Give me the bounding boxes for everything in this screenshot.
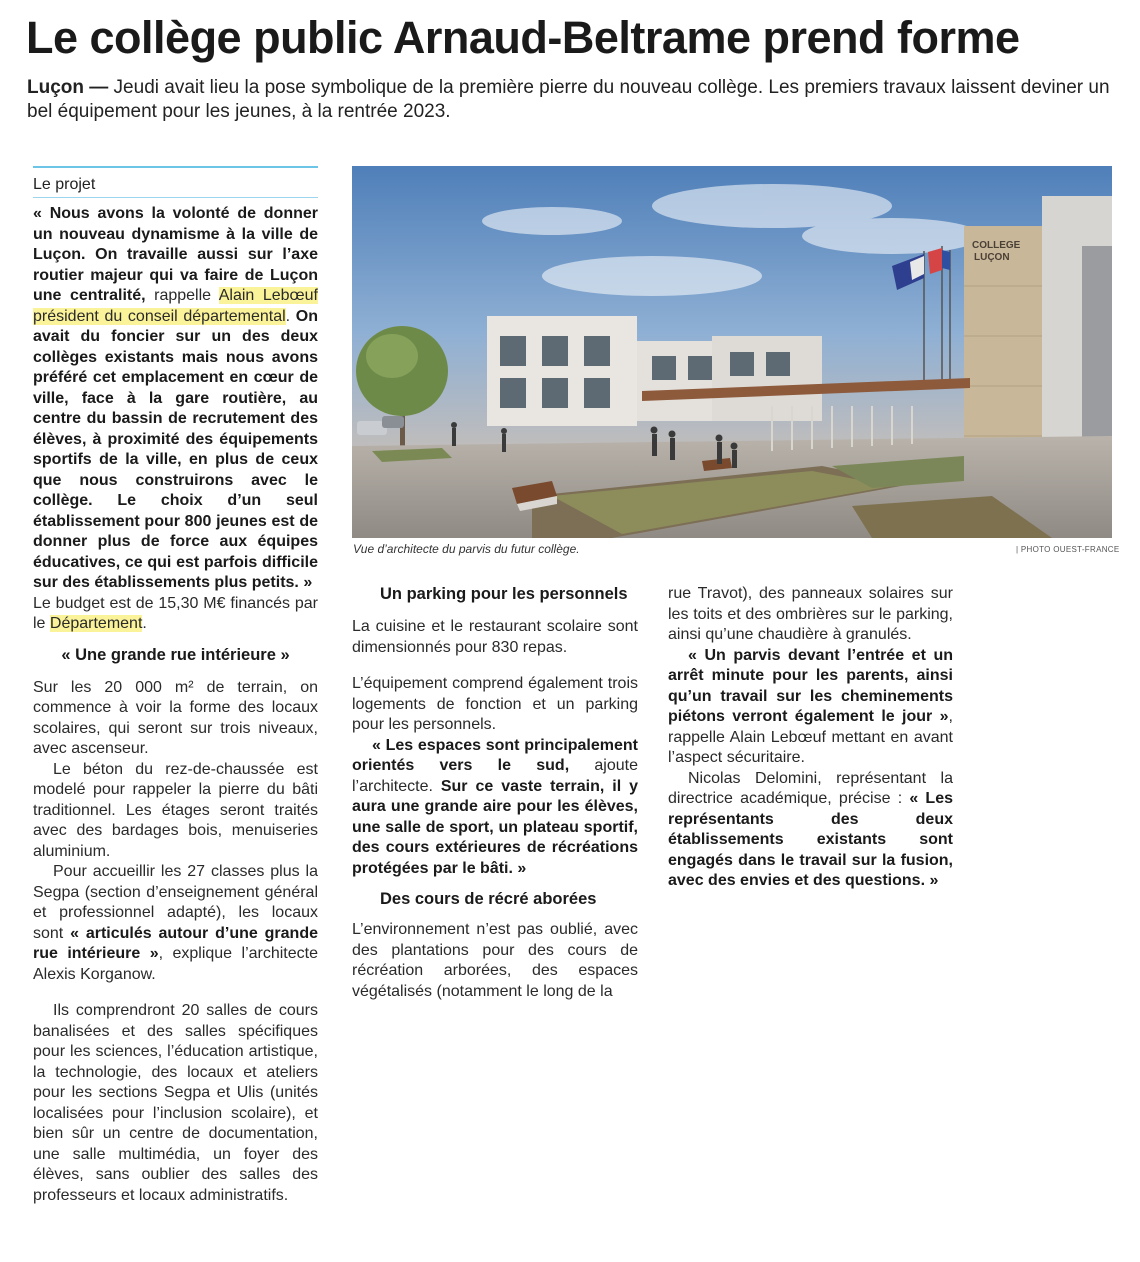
paragraph-beton: Le béton du rez-de-chaussée est modelé pour rappeler la pierre du bâti traditionnel. Les étages seront traités avec des bardages bois, menuiseries aluminium. [33,760,318,860]
delomini-quote: « Les représentants des deux établissements existants sont engagés dans le travail sur la fusion, avec des envies et des questions. » [668,790,953,889]
section-rubric: Le projet [33,166,318,198]
rendering-illustration [352,166,1112,538]
parvis-attribution: , rappelle Alain Lebœuf mettant en avant l’aspect sécuritaire. [668,708,953,766]
paragraph-cuisine: La cuisine et le restaurant scolaire sont dimensionnés pour 830 repas. [352,618,638,656]
quote-bold: « Nous avons la volonté de donner un nouveau dynamisme à la ville de Luçon. On travaille aussi sur l’axe routier majeur qui va faire de Luçon une centralité, [33,205,318,304]
wing-building [487,316,637,426]
classes-quote: « articulés autour d’une grande rue intérieure » [33,924,318,962]
photo-caption: Vue d’architecte du parvis du futur collège. [353,542,580,556]
highlighted-name: Alain Lebœuf président du conseil départemental [33,287,318,325]
espaces-quote: « Les espaces sont principalement orientés vers le sud, [352,736,638,774]
paragraph-terrain: Sur les 20 000 m² de terrain, on commence à voir la forme des locaux scolaires, qui seront sur trois niveaux, avec ascenseur. [33,678,318,757]
article-column-1 [33,166,318,1206]
budget-dot: . [142,615,147,632]
espaces-quote-continued: Sur ce vaste terrain, il y aura une grande aire pour les élèves, une salle de sport, un plateau sportif, des cours extérieures de récréations protégées par le bâti. » [352,777,638,877]
dateline-place: Luçon — [27,77,109,98]
quote-paragraph-1 [33,204,318,594]
quote-bold-continued: On avait du foncier sur un des deux collèges existants mais nous avons préféré cet emplacement en cœur de ville, face à la gare routière, au centre du bassin de recrutement des élèves, à proximité des équipements sportifs de la ville, en plus de ceux que nous construirons avec le collège. Le choix d’un seul établissement pour 800 jeunes est de donner plus de force aux équipes éducatives, ce qui est parfois difficile sur des établissements plus petits. » [33,307,318,591]
intertitle-rue-interieure: « Une grande rue intérieure » [61,645,290,664]
paragraph-classes [33,862,318,985]
delomini-text: Nicolas Delomini, représentant la directrice académique, précise : [668,769,953,807]
highlighted-departement: Département [49,615,143,632]
article-column-3 [668,584,953,892]
paragraph-parvis [668,646,953,769]
standfirst [27,76,1117,124]
quote-attribution: rappelle [145,287,219,304]
budget-paragraph [33,594,318,635]
sign-line-2: LUÇON [974,252,1010,263]
paragraph-espaces [352,736,638,880]
paragraph-environnement-cont: rue Travot), des panneaux solaires sur les toits et des ombrières sur le parking, ainsi qu’une chaudière à granulés. [668,585,953,643]
standfirst-text: Jeudi avait lieu la pose symbolique de la première pierre du nouveau collège. Les premiers travaux laissent deviner un bel équipement pour les jeunes, à la rentrée 2023. [27,77,1110,122]
quote-dot: . [285,307,291,325]
espaces-attribution: ajoute l’architecte. [352,757,638,795]
photo-credit: | PHOTO OUEST-FRANCE [1016,545,1120,554]
architect-rendering-photo [352,166,1112,538]
article-column-2 [352,584,638,1002]
classes-attribution: , explique l’architecte Alexis Korganow. [33,945,318,983]
paragraph-environnement: L’environnement n’est pas oublié, avec des plantations pour des cours de récréation arborées, des espaces végétalisés (notamment le long de la [352,921,638,1000]
budget-text: Le budget est de 15,30 M€ financés par le [33,594,318,632]
paragraph-salles: Ils comprendront 20 salles de cours banalisées et des salles spécifiques pour les sciences, l’éducation artistique, la technologie, des locaux et ateliers pour les sections Segpa et Ulis (unités localisées pour l’inclusion scolaire), et bien sûr un centre de documentation, une salle multimédia, un foyer des élèves, sans oublier des salles des professeurs et locaux administratifs. [33,1002,318,1204]
headline: Le collège public Arnaud-Beltrame prend forme [26,12,1020,63]
paragraph-equipement: L’équipement comprend également trois logements de fonction et un parking pour les personnels. [352,675,638,733]
parvis-quote: « Un parvis devant l’entrée et un arrêt minute pour les parents, ainsi qu’un travail sur les cheminements piétons verront également le jour » [668,646,953,725]
intertitle-cours: Des cours de récré aborées [380,890,597,908]
classes-text: Pour accueillir les 27 classes plus la Segpa (section d’enseignement général et professionnel adapté), les locaux sont [33,863,318,942]
intertitle-parking: Un parking pour les personnels [380,585,628,603]
paragraph-delomini [668,769,953,892]
sign-line-1: COLLEGE [972,240,1021,251]
